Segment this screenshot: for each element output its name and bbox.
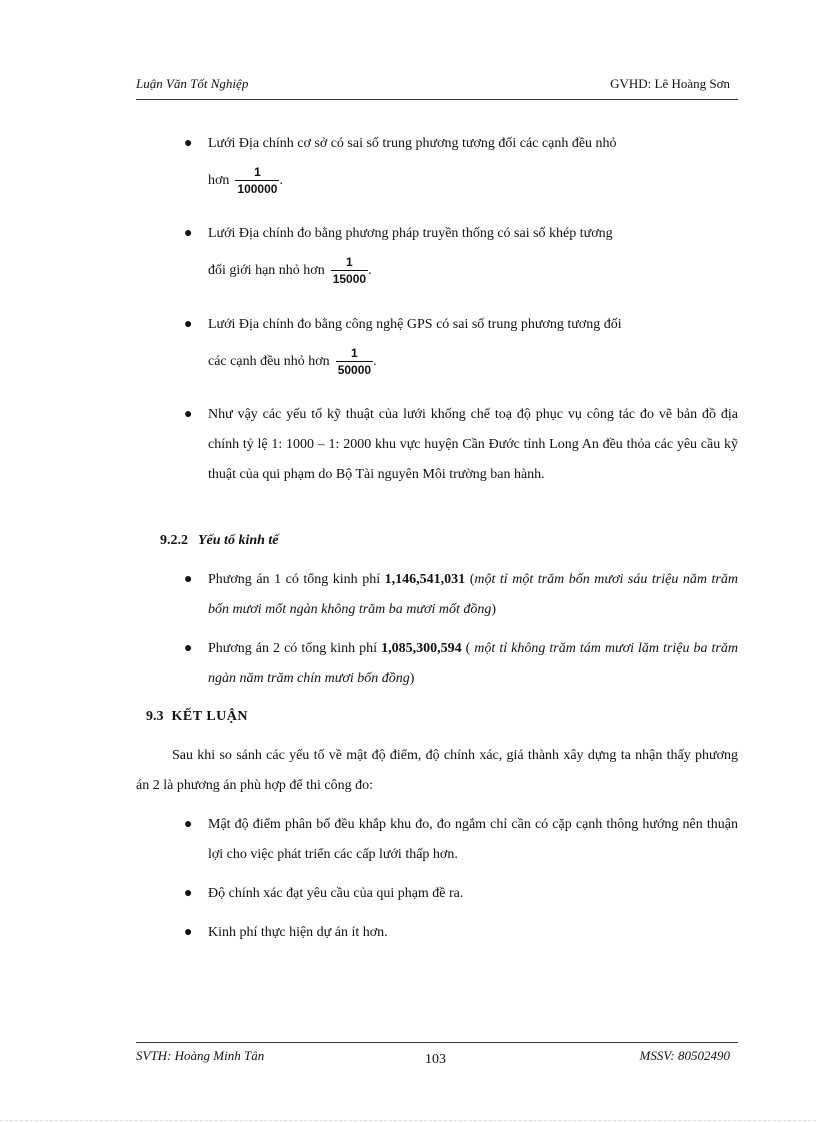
footer-student-id: MSSV: 80502490 [639, 1048, 730, 1063]
fraction-denominator: 15000 [332, 272, 367, 286]
fraction-numerator: 1 [254, 165, 261, 179]
section-title: Yếu tố kinh tế [198, 533, 279, 548]
list-item-text: Độ chính xác đạt yêu cầu của qui phạm đề ra. [208, 886, 464, 901]
footer-rule [136, 1042, 738, 1043]
section-heading-9-3 [146, 709, 248, 725]
bullet-icon: ● [184, 817, 193, 832]
page-number: 103 [425, 1052, 446, 1067]
header-rule [136, 99, 738, 100]
fraction-numerator: 1 [346, 255, 353, 269]
list-item: ● Lưới Địa chính đo bằng công nghệ GPS có sai số trung phương tương đối các cạnh đều nhỏ hơn $\frac{1}{50000}$ . [208, 310, 738, 378]
fraction-numerator: 1 [351, 346, 358, 360]
list-item-text: Mật độ điểm phân bố đều khắp khu đo, đo ngắm chỉ cần có cặp cạnh thông hướng nên thuận lợi cho việc phát triển các cấp lưới thấp hơn. [208, 817, 738, 862]
list-item-text: Lưới Địa chính cơ sở có sai số trung phương tương đối các cạnh đều nhỏ [208, 136, 617, 151]
list-item: ● Lưới Địa chính đo bằng phương pháp truyền thống có sai số khép tương đối giới hạn nhỏ hơn $\frac{1}{15000}$ . [208, 219, 738, 287]
bullet-icon: ● [184, 407, 193, 422]
list-item: ● Phương án 1 có tổng kinh phí 1,146,541,031 (một tỉ một trăm bốn mươi sáu triệu năm trăm bốn mươi mốt ngàn không trăm ba mươi mốt đồng) [208, 565, 738, 625]
fraction [336, 346, 373, 378]
conclusion-paragraph: Sau khi so sánh các yếu tố về mật độ điểm, độ chính xác, giá thành xây dựng ta nhận thấy phương án 2 là phương án phù hợp để thi công đo: [136, 748, 738, 793]
cost-in-words: một tỉ một trăm bốn mươi sáu triệu năm trăm bốn mươi mốt ngàn không trăm ba mươi mốt đồng [208, 572, 738, 617]
list-item [184, 879, 738, 909]
section-title: KẾT LUẬN [171, 709, 248, 724]
fraction [235, 165, 279, 197]
bullet-icon: ● [184, 886, 193, 901]
footer-student: SVTH: Hoàng Minh Tân [136, 1048, 265, 1063]
list-item-text: Lưới Địa chính đo bằng công nghệ GPS có sai số trung phương tương đối [208, 317, 622, 332]
page-edge [0, 1120, 816, 1121]
bullet-icon: ● [184, 572, 193, 587]
list-item [184, 918, 738, 948]
fraction-denominator: 50000 [337, 363, 372, 377]
page-header [136, 76, 738, 98]
page-footer [136, 1048, 738, 1070]
bullet-icon: ● [184, 226, 193, 241]
bullet-icon: ● [184, 925, 193, 940]
bullet-icon: ● [184, 136, 193, 151]
fraction [331, 255, 368, 287]
bullet-icon: ● [184, 641, 193, 656]
section-number: 9.2.2 [160, 533, 188, 548]
list-item [184, 810, 738, 870]
section-number: 9.3 [146, 709, 164, 724]
list-item-text: Lưới Địa chính đo bằng phương pháp truyền thống có sai số khép tương [208, 226, 613, 241]
list-item-text: hơn [208, 173, 230, 189]
cost-amount: 1,085,300,594 [381, 641, 462, 656]
header-supervisor: GVHD: Lê Hoàng Sơn [610, 76, 730, 91]
list-item-text: đối giới hạn nhỏ hơn [208, 263, 325, 279]
bullet-icon: ● [184, 317, 193, 332]
list-item [184, 400, 738, 490]
fraction-denominator: 100000 [237, 182, 278, 196]
cost-amount: 1,146,541,031 [384, 572, 466, 587]
list-item-text: Kinh phí thực hiện dự án ít hơn. [208, 925, 388, 940]
list-item-text: các cạnh đều nhỏ hơn [208, 354, 330, 370]
list-item: ● Lưới Địa chính cơ sở có sai số trung phương tương đối các cạnh đều nhỏ hơn $\frac{1}{100000}$ . [208, 129, 738, 197]
header-thesis-title: Luận Văn Tốt Nghiệp [136, 76, 249, 91]
section-heading-9-2-2 [160, 533, 279, 549]
list-item: ● Phương án 2 có tổng kinh phí 1,085,300,594 ( một tỉ không trăm tám mươi lăm triệu ba trăm ngàn năm trăm chín mươi bốn đồng) [208, 634, 738, 694]
list-item-text: Như vậy các yếu tố kỹ thuật của lưới khống chế toạ độ phục vụ công tác đo vẽ bản đồ địa chính tỷ lệ 1: 1000 – 1: 2000 khu vực huyện Cần Đước tỉnh Long An đều thỏa các yêu cầu kỹ thuật của qui phạm do Bộ Tài nguyên Môi trường ban hành. [208, 407, 738, 482]
cost-in-words: một tỉ không trăm tám mươi lăm triệu ba trăm ngàn năm trăm chín mươi bốn đồng [208, 641, 738, 686]
